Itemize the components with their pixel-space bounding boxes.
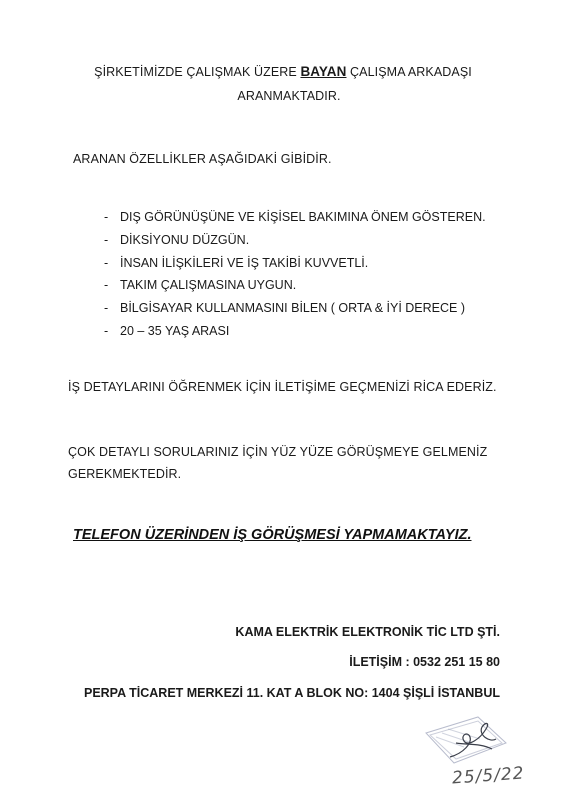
requirements-list [104,206,486,343]
list-item-text: İNSAN İLİŞKİLERİ VE İŞ TAKİBİ KUVVETLİ. [120,255,369,270]
bullet-dash: - [104,278,109,293]
bullet-dash: - [104,210,109,224]
list-item [104,320,486,343]
list-item [104,297,486,320]
company-address: PERPA TİCARET MERKEZİ 11. KAT A BLOK NO: 1404 ŞİŞLİ İSTANBUL [83,686,500,700]
bullet-dash: - [104,232,109,247]
list-item-text: BİLGİSAYAR KULLANMASINI BİLEN ( ORTA & İYİ DERECE ) [120,301,466,316]
heading-suffix: ÇALIŞMA ARKADAŞI [346,65,472,79]
signature-scribble [450,723,496,757]
phone-notice: TELEFON ÜZERİNDEN İŞ GÖRÜŞMESİ YAPMAMAKTAYIZ. [73,527,472,543]
list-item [104,252,486,275]
company-name: KAMA ELEKTRİK ELEKTRONİK TİC LTD ŞTİ. [235,625,500,639]
heading-line-2: ARANMAKTADIR. [237,89,341,103]
bullet-dash: - [104,323,109,338]
bullet-dash: - [104,301,109,316]
list-item-text: 20 – 35 YAŞ ARASI [120,323,230,338]
list-item-text: DIŞ GÖRÜNÜŞÜNE VE KİŞİSEL BAKIMINA ÖNEM GÖSTEREN. [120,210,486,224]
interview-note-line-1: ÇOK DETAYLI SORULARINIZ İÇİN YÜZ YÜZE GÖRÜŞMEYE GELMENİZ [68,445,488,459]
bullet-dash: - [104,255,109,270]
heading-prefix: ŞİRKETİMİZDE ÇALIŞMAK ÜZERE [94,65,301,79]
heading-highlight: BAYAN [300,64,347,79]
contact-request: İŞ DETAYLARINI ÖĞRENMEK İÇİN İLETİŞİME GEÇMENİZİ RİCA EDERİZ. [68,380,497,394]
handwritten-date: 25/5/22 [451,763,526,789]
list-item [104,229,486,252]
company-stamp-seal [420,713,512,769]
list-item [104,206,486,229]
company-contact: İLETİŞİM : 0532 251 15 80 [349,655,500,669]
list-item [104,274,486,297]
list-item-text: DİKSİYONU DÜZGÜN. [120,232,250,247]
requirements-intro: ARANAN ÖZELLİKLER AŞAĞIDAKİ GİBİDİR. [73,152,332,166]
interview-note-line-2: GEREKMEKTEDİR. [68,467,182,481]
heading-line-1 [0,64,566,79]
list-item-text: TAKIM ÇALIŞMASINA UYGUN. [120,278,297,293]
